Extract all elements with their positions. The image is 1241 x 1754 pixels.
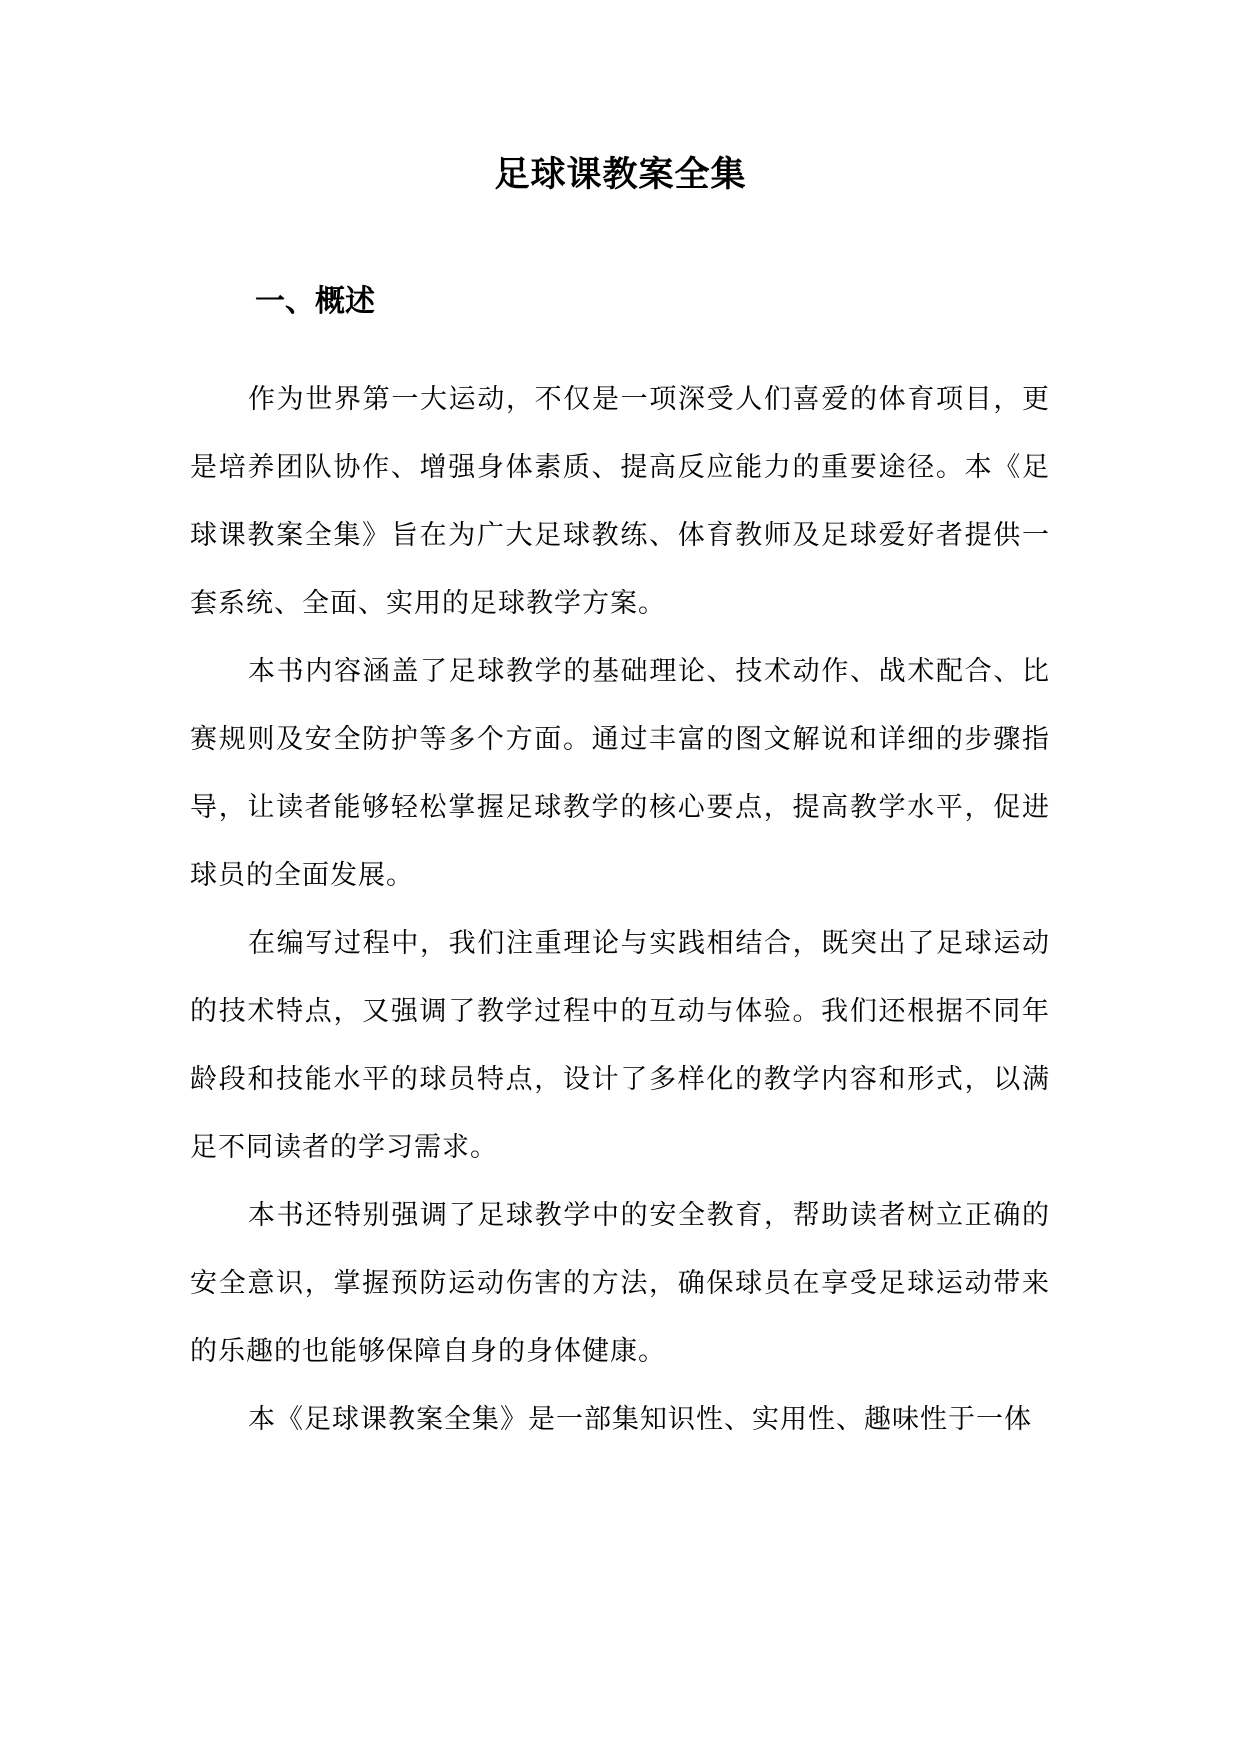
paragraph: 本书内容涵盖了足球教学的基础理论、技术动作、战术配合、比赛规则及安全防护等多个方面。通过丰富的图文解说和详细的步骤指导，让读者能够轻松掌握足球教学的核心要点，提高教学水平，促进球员的全面发展。 xyxy=(190,656,1050,891)
paragraph: 本书还特别强调了足球教学中的安全教育，帮助读者树立正确的安全意识，掌握预防运动伤害的方法，确保球员在享受足球运动带来的乐趣的也能够保障自身的身体健康。 xyxy=(190,1200,1050,1367)
paragraph: 在编写过程中，我们注重理论与实践相结合，既突出了足球运动的技术特点，又强调了教学过程中的互动与体验。我们还根据不同年龄段和技能水平的球员特点，设计了多样化的教学内容和形式，以满足不同读者的学习需求。 xyxy=(190,928,1050,1163)
paragraph: 作为世界第一大运动，不仅是一项深受人们喜爱的体育项目，更是培养团队协作、增强身体素质、提高反应能力的重要途径。本《足球课教案全集》旨在为广大足球教练、体育教师及足球爱好者提供一套系统、全面、实用的足球教学方案。 xyxy=(190,384,1050,619)
paragraph: 本《足球课教案全集》是一部集知识性、实用性、趣味性于一体 xyxy=(248,1404,1032,1435)
section-heading-overview: 一、概述 xyxy=(255,284,375,319)
document-body xyxy=(190,366,1050,1454)
document-title: 足球课教案全集 xyxy=(494,155,747,195)
